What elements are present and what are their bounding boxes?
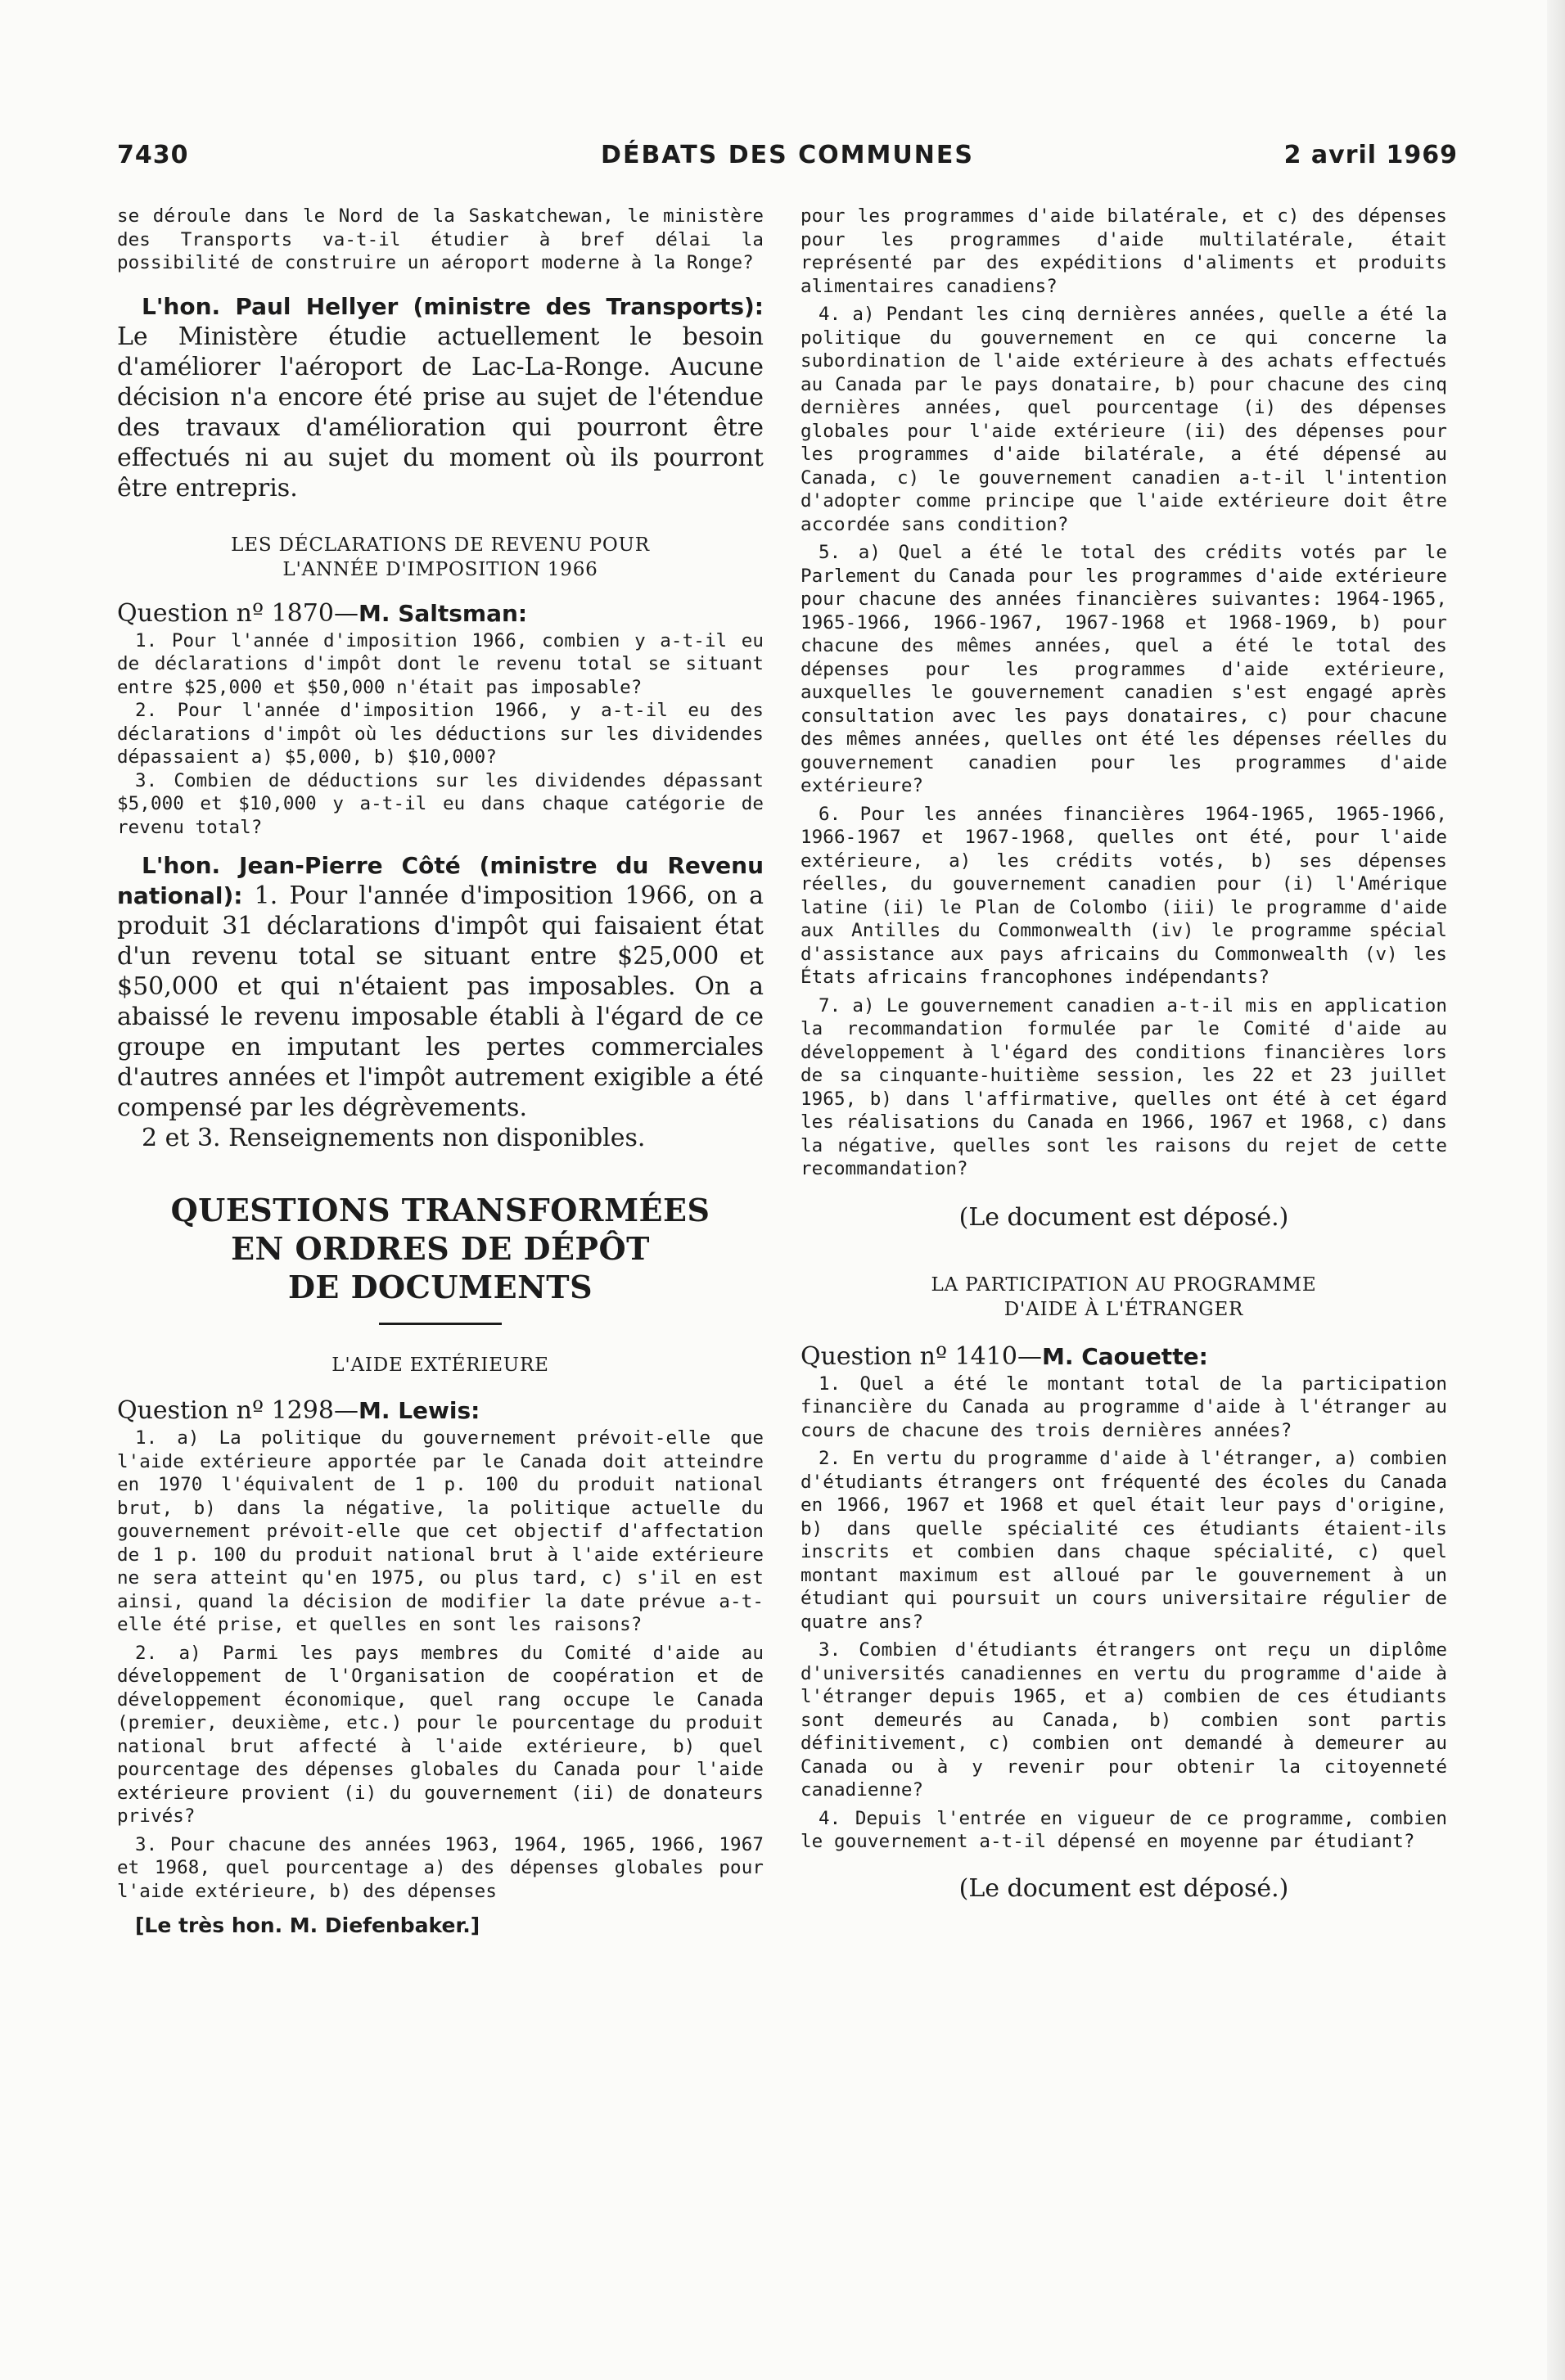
answer-cote xyxy=(117,850,764,1123)
publication-title: DÉBATS DES COMMUNES xyxy=(601,141,974,169)
question-1298-item: 6. Pour les années financières 1964-1965, 1965-1966, 1966-1967 et 1967-1968, quelles ont été, pour l'aide extérieure, a) les crédits votés, b) ses dépenses réelles, du gouvernement canadien pour (i) l'Amérique latine (ii) le Plan de Colombo (iii) le programme d'aide aux Antilles du Commonwealth (iv) le programme spécial d'assistance aux pays africains du Commonwealth (v) les États africains francophones indépendants? xyxy=(801,803,1447,988)
question-1298-label: Question nº 1298— xyxy=(117,1396,359,1425)
major-heading-line2: EN ORDRES DE DÉPÔT xyxy=(231,1230,650,1267)
left-column xyxy=(117,205,764,1939)
page-edge-shadow xyxy=(1547,0,1565,2380)
question-1298-item: 4. a) Pendant les cinq dernières années, quelle a été la politique du gouvernement en ce qui concerne la subordination de l'aide extérieure à des achats effectués au Canada par le pays donataire, b) pour chacune des cinq dernières années, quel pourcentage (i) des dépenses globales pour l'aide extérieure (ii) des dépenses pour les programmes d'aide bilatérale, a été dépensé au Canada, c) le gouvernement canadien a-t-il l'intention d'adopter comme principe que l'aide extérieure doit être accordée sans condition? xyxy=(801,304,1447,535)
question-1298-item: 5. a) Quel a été le total des crédits votés par le Parlement du Canada pour les programmes d'aide extérieure pour chacune des années financières suivantes: 1964-1965, 1965-1966, 1966-1967, 1967-1968 et 1968-1969, b) pour chacune des mêmes années, quel a été le total des dépenses pour les programmes d'aide extérieure, auxquelles le gouvernement canadien s'est engagé après consultation avec les pays donataires, c) pour chacune des mêmes années, quelles ont été les dépenses réelles du gouvernement canadien pour les programmes d'aide extérieure? xyxy=(801,542,1447,796)
question-1870-member: M. Saltsman: xyxy=(358,599,528,627)
section-title-participation-l1: LA PARTICIPATION AU PROGRAMME xyxy=(931,1273,1317,1296)
heading-rule xyxy=(379,1323,502,1325)
question-1870-item: 2. Pour l'année d'imposition 1966, y a-t-il eu des déclarations d'impôt où les déductions sur les dividendes dépassaient a) $5,000, b) $10,000? xyxy=(117,700,764,768)
answer-cote-text-2: 2 et 3. Renseignements non disponibles. xyxy=(142,1124,646,1152)
question-1870-label: Question nº 1870— xyxy=(117,598,359,628)
speaker-cote: L'hon. Jean-Pierre Côté (ministre du Revenu national): xyxy=(117,852,764,909)
question-1410-member: M. Caouette: xyxy=(1041,1342,1208,1370)
major-heading xyxy=(117,1191,764,1325)
answer-hellyer-text: Le Ministère étudie actuellement le besoin d'améliorer l'aéroport de Lac-La-Ronge. Aucune décision n'a encore été prise au sujet de l'étendue des travaux d'amélioration qui pourront être effectués ni au sujet du moment où ils pourront être entrepris. xyxy=(117,322,764,503)
question-1410-label: Question nº 1410— xyxy=(801,1341,1042,1371)
question-1870-item: 1. Pour l'année d'imposition 1966, combien y a-t-il eu de déclarations d'impôt dont le revenu total se situant entre $25,000 et $50,000 n'était pas imposable? xyxy=(117,629,764,698)
question-1298-member: M. Lewis: xyxy=(358,1397,480,1424)
major-heading-line1: QUESTIONS TRANSFORMÉES xyxy=(170,1192,710,1228)
question-1298-item: 2. a) Parmi les pays membres du Comité d'aide au développement de l'Organisation de coopération et de développement économique, quel rang occupe le Canada (premier, deuxième, etc.) pour le pourcentage du produit national brut affecté à l'aide extérieure, b) quel pourcentage des dépenses globales du Canada pour l'aide extérieure provient (i) du gouvernement (ii) de donateurs privés? xyxy=(117,1642,764,1827)
page-number: 7430 xyxy=(117,141,189,169)
page-attribution: [Le très hon. M. Diefenbaker.] xyxy=(135,1913,480,1937)
question-1298-item: 7. a) Le gouvernement canadien a-t-il mis en application la recommandation formulée par le Comité d'aide au développement à l'égard des conditions financières lors de sa cinquante-huitième session, les 22 et 23 juillet 1965, b) dans l'affirmative, quelles ont été à cet égard les réalisations du Canada en 1966, 1967 et 1968, c) dans la négative, quelles sont les raisons du rejet de cette recommandation? xyxy=(801,994,1447,1179)
document-deposited-1: (Le document est déposé.) xyxy=(958,1202,1289,1232)
page-header xyxy=(117,141,1458,182)
issue-date: 2 avril 1969 xyxy=(1283,141,1458,169)
speaker-hellyer: L'hon. Paul Hellyer (ministre des Transports): xyxy=(142,292,764,320)
section-title-aide: L'AIDE EXTÉRIEURE xyxy=(331,1355,549,1376)
continued-question: se déroule dans le Nord de la Saskatchewan, le ministère des Transports va-t-il étudier à bref délai la possibilité de construire un aéroport moderne à la Ronge? xyxy=(117,205,764,273)
section-title-declarations-l1: LES DÉCLARATIONS DE REVENU POUR xyxy=(231,534,650,556)
question-1410-item: 3. Combien d'étudiants étrangers ont reçu un diplôme d'universités canadiennes en vertu du programme d'aide à l'étranger depuis 1965, et a) combien de ces étudiants sont demeurés au Canada, b) combien sont partis définitivement, c) combien ont demandé à demeurer au Canada ou à y revenir pour obtenir la citoyenneté canadienne? xyxy=(801,1639,1447,1801)
question-1410-heading xyxy=(801,1341,1447,1373)
question-1870-heading xyxy=(117,598,764,629)
answer-cote-text: 1. Pour l'année d'imposition 1966, on a produit 31 déclarations d'impôt qui faisaient état d'un revenu total se situant entre $25,000 et $50,000 et qui n'étaient pas imposables. On a abaissé le revenu imposable établi à l'égard de ce groupe en imputant les pertes commerciales d'autres années et l'impôt autrement exigible a été compensé par les dégrèvements. xyxy=(117,881,764,1122)
question-1298-item: 1. a) La politique du gouvernement prévoit-elle que l'aide extérieure apportée par le Canada doit atteindre en 1970 l'équivalent de 1 p. 100 du produit national brut, b) dans la négative, la politique actuelle du gouvernement prévoit-elle que cet objectif d'affectation de 1 p. 100 du produit national brut à l'aide extérieure ne sera atteint qu'en 1975, ou plus tard, c) s'il en est ainsi, quand la décision de modifier la date prévue a-t-elle été prise, et quelles en sont les raisons? xyxy=(117,1427,764,1635)
answer-hellyer xyxy=(117,291,764,503)
question-1870-item: 3. Combien de déductions sur les dividendes dépassant $5,000 et $10,000 y a-t-il eu dans chaque catégorie de revenu total? xyxy=(117,769,764,838)
question-1298-heading xyxy=(117,1395,764,1427)
document-deposited-2: (Le document est déposé.) xyxy=(958,1873,1289,1903)
section-title-participation-l2: D'AIDE À L'ÉTRANGER xyxy=(1003,1298,1244,1320)
question-1298-item: 3. Pour chacune des années 1963, 1964, 1965, 1966, 1967 et 1968, quel pourcentage a) des dépenses globales pour l'aide extérieure, b) des dépenses xyxy=(117,1833,764,1902)
question-1298-continued: pour les programmes d'aide bilatérale, et c) des dépenses pour les programmes d'aide multilatérale, était représenté par des expéditions d'aliments et produits alimentaires canadiens? xyxy=(801,205,1447,297)
question-1410-item: 2. En vertu du programme d'aide à l'étranger, a) combien d'étudiants étrangers ont fréquenté des écoles du Canada en 1966, 1967 et 1968 et quel était leur pays d'origine, b) dans quelle spécialité ces étudiants étaient-ils inscrits et combien dans chaque spécialité, c) quel montant maximum est alloué par le gouvernement à un étudiant qui poursuit un cours universitaire régulier de quatre ans? xyxy=(801,1448,1447,1633)
right-column xyxy=(801,205,1447,1904)
section-title-declarations-l2: L'ANNÉE D'IMPOSITION 1966 xyxy=(282,558,598,580)
question-1410-item: 1. Quel a été le montant total de la participation financière du Canada au programme d'aide à l'étranger au cours de chacune des trois dernières années? xyxy=(801,1373,1447,1441)
question-1410-item: 4. Depuis l'entrée en vigueur de ce programme, combien le gouvernement a-t-il dépensé en moyenne par étudiant? xyxy=(801,1807,1447,1852)
major-heading-line3: DE DOCUMENTS xyxy=(287,1269,593,1305)
